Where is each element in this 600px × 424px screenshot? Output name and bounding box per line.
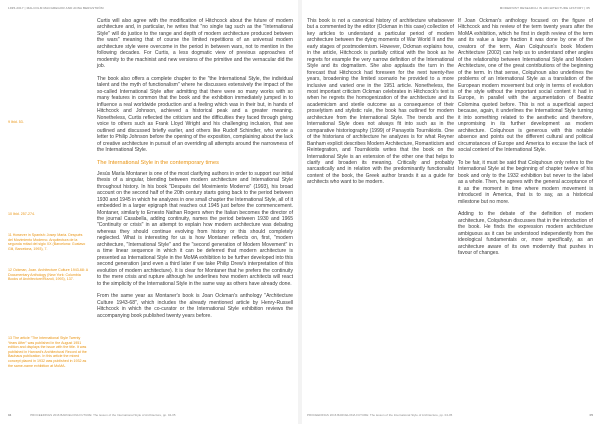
- left-page-body: [97, 18, 293, 319]
- right-footer: [307, 413, 593, 417]
- running-header-right: MODERNIST RESEARCH IN ARCHITECTURE HISTORY | 05: [499, 6, 590, 10]
- page-gutter: [298, 0, 302, 424]
- footnote-9: 9 Ibid. 53.: [8, 120, 24, 124]
- footnote-13: 13 The article "The International Style Twenty Years After" was published in the August 1951 edition and displays the issue with the title. It was published in Harvard's Architectural Record at the Bauhaus publication. In this article the mixed concept placed in 1932 was published in 1932 as the same-name exhibition at MoMA.: [8, 336, 87, 368]
- footnote-10: 10 Ibid. 257-274.: [8, 212, 35, 216]
- left-footer: [8, 413, 176, 417]
- right-page-column-2: [458, 18, 593, 257]
- running-header-left: 1935-2017 | MALCOLM MACGREGOR AND ANNA BERGSTRÖM: [8, 6, 104, 10]
- footnote-11: 11 However in Spanish: Josep Maria. Después del Movimiento Moderno. Arquitectura de la segunda mitad del siglo XX (Barcelona: Gustavo Gili, Barcelona, 1993), 7.: [8, 233, 86, 251]
- body-paragraph: Jesús María Montaner is one of the most clarifying authors in order to support our initial thesis of a singular, blending between modern architecture and International Style throughout history. In his book "Después del Movimiento Moderno" (1993), his broad account on the second half of the 20th century starts going back to the period between 1930 and 1945 in which he analyzes in one small chapter the International Style, all of it embedded in a larger epigraph that reaches out 1945 just before the commencement. Montaner, similarly to Ernesto Nathan Rogers when the Italian becomes the director of the journal Casabella, adding continuity, names the period between 1930 and 1965 "Continuity or crisis" in an attempt to explain how modern architecture was debating whereas they should continue evolving from history or this should completely neglected. What is interesting for us is how Montaner reflects on, first, "modern architecture, "International Style" and the "second generation of Modern Movement" in a time linear sequence in which it can be deferred that modern architecture is presented as International Style in the MoMA exhibition to be further developed into this second generation (and even a third later if we take Philip Drew's interpretation of this evolution of modern architecture). It is clear for Montaner that he prefers the continuity to the mere crisis and rupture although he underlines how modern architects will react to the simplicity of the International Style in the same way as others have already done.: [97, 170, 293, 287]
- body-paragraph: The book also offers a complete chapter to the "the International Style, the individual talent and the myth of functionalism" where he discusses extensively the impact of the so-called International Style after admitting that there were so many works with so many features in common that the book and the exhibition immediately jumped in to influence a real worldwide production and a feeling which was in their but, in hands of Hitchcock and Johnson, achieved a historical peak and a greater meaning. Nonetheless, Curtis reflected the criticism and the difficulties they faced through giving voice to others such as Frank Lloyd Wright and his challenging inclusion, that see outlined and discussed briefly earlier, and others like Rudolf Schindler, who wrote a letter to Philip Johnson before the opening of the exposition, complaining about the lack of creative architecture in pursuit of an overriding all attempts around the narrowness of the International Style.: [97, 76, 293, 153]
- section-heading: The International Style in the contemporary times: [97, 159, 219, 166]
- right-page-column-1: [307, 18, 454, 186]
- footnote-12: 12 Ockman, Joan. Architecture Culture 1943-68: A Documentary Anthology (New York: Columbia Books of Architecture/Rizzoli, 1993), 137.: [8, 268, 88, 282]
- body-paragraph: From the same year as Montaner's book is Joan Ockman's anthology "Architecture Culture 1943-68", which includes the already mentioned article by Henry-Russell Hitchcock in which the co-curator or the International Style exhibition reviews the accompanying book published twenty years before.: [97, 293, 293, 319]
- body-paragraph: If Joan Ockman's anthology focused on the figure of Hitchcock and his review of the term twenty years after the MoMA exhibition, which he first in depth review of the term and its value a large fraction it was done by one of the creators of the term, Alan Colquhoun's book Modern Architecture (2002) can help us to understand other angles of the relationship between International Style and Modern Architecture, one of the great contributions of the beginning of the term. In that sense, Colquhoun also underlines the problems of an International Style as a translation of the European modern movement but only in terms of evolution of the style without the important social content it had in Europe, in parallel with the argumentation of Beatriz Colomina quoted before. This is not a superficial aspect because, again, it underlines the International Style turning it into something related to the aesthetic and therefore, unpromising in its further development as modern architecture. Colquhoun is generous with this notable absence and points out the different cultural and political circumstances of Europe and America to excuse the lack of social content of the International Style.: [458, 18, 593, 154]
- footer-citation: PROCEEDINGS 2016 BARCELONA FUTURE: The lesson of the International Style of Architecture, pp. 04-05: [30, 413, 176, 417]
- footer-citation: PROCEEDINGS 2016 BARCELONA FUTURE: The lesson of the International Style of Architecture, pp. 04-05: [307, 413, 453, 417]
- body-paragraph: Curtis will also agree with the modification of Hitchcock about the future of modern architecture and, in particular, he writes that "no single tag such as the "International Style" will do justice to the range and depth of modern architecture produced between the wars" meaning that of course the limited repetitions of an universal modern architecture style were overcome in the period in between wars, not to mention in the following decades. For Curtis, a less dogmatic view of previous approaches of modernity to the machinist and new versions of the primitive and the vernacular did the job.: [97, 18, 293, 70]
- body-paragraph: To be fair, it must be said that Colquhoun only refers to the International Style at the beginning of chapter twelve of his book and only to the 1932 exhibition but never to the label as a whole. Then, he agrees with the general acceptance of it as the moment in time where modern movement is introduced in America, that is to say, as a historical milestone but no more.: [458, 159, 593, 205]
- body-paragraph: This book is not a canonical history of architecture whatsoever but a commented by the editor (Ockman in this case) collection of key articles to understand a particular period of modern architecture between the dying moments of War World II and the early stages of postmodernism. However, Ockman explains how, in the article, Hitchcock is partially critical with the book as he regrets for example the very narrow definition of the International Style and its dogmatism. She also applauds the turn in the forecast that Hitchcock had foreseen for the next twenty-five years, broadening the limited scenario he provided to a more inclusive and varied one in the 1951 article. Nonetheless, the most important criticism Ockman celebrates in Hitchcock's text is when he regrets the homogenization of the architecture and its academicism and sterile outcome as a consequence of their proselytism and stylistic rule, the book has outlined for modern architecture from the International Style. The trends and the International Style does not always fit into such as in the comparative historiography (1999) of Panayotis Tournikiotis. One of the historians of architecture he analyzes is for what Reyner Banham explicit describes Modern Architecture, Romanticism and Reintegration, and Tournikiotis writes that the book on the International Style is an extension of the other one that helps to clarify and broaden its meaning. Critically and probably sarcastically and in relation with the predominantly functionalist content of the book, the Greek author brands it as a guide for architects who want to be modern.: [307, 18, 454, 186]
- page-number: 04: [8, 413, 12, 417]
- body-paragraph: Adding to the debate of the definition of modern architecture, Colquhoun discusses that in the introduction of the book. He finds the expression modern architecture ambiguous as it can be understood independently from the ideological fundamentals or, more specifically, as an architecture aware of its own modernity that pushes in favour of changes.: [458, 211, 593, 257]
- page-number: 05: [589, 413, 593, 417]
